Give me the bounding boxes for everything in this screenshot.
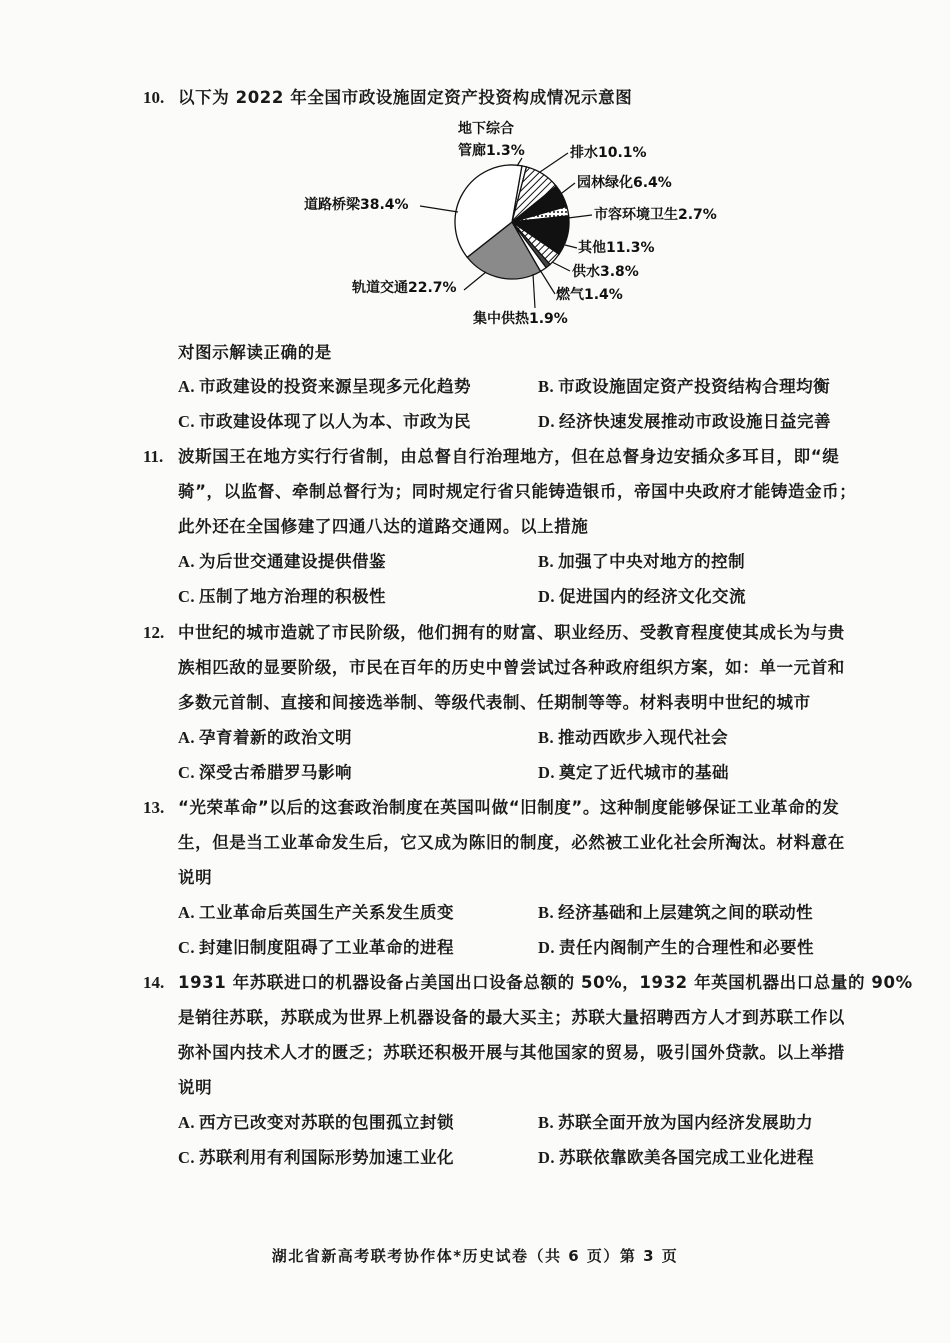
slice-label: 供水3.8% [572,264,639,280]
option-text: 经济基础和上层建筑之间的联动性 [558,903,814,922]
option-text: 市政设施固定资产投资结构合理均衡 [558,377,831,396]
option-a[interactable] [178,551,386,573]
option-key: A. [178,728,196,747]
slice-label: 管廊1.3% [458,143,525,159]
leader-line [540,153,568,172]
option-text: 封建旧制度阻碍了工业革命的进程 [199,938,455,957]
option-text: 苏联全面开放为国内经济发展助力 [558,1113,814,1132]
option-key: C. [178,412,196,431]
option-text: 苏联利用有利国际形势加速工业化 [199,1148,455,1167]
leader-line [552,262,570,271]
option-key: D. [538,763,556,782]
page-footer: 湖北省新高考联考协作体*历史试卷（共 6 页）第 3 页 [271,1247,679,1265]
question-stem-line: 是销往苏联，苏联成为世界上机器设备的最大买主；苏联大量招聘西方人才到苏联工作以 [178,1008,845,1027]
question-stem-line: 弥补国内技术人才的匮乏；苏联还积极开展与其他国家的贸易，吸引国外贷款。以上举措 [178,1043,845,1062]
question-stem-line: 生，但是当工业革命发生后，它又成为陈旧的制度，必然被工业化社会所淘汰。材料意在 [178,833,845,852]
question-number: 10. [143,88,165,107]
leader-line [565,245,577,248]
option-text: 苏联依靠欧美各国完成工业化进程 [559,1148,815,1167]
option-a[interactable] [178,727,352,749]
option-b[interactable] [538,376,830,398]
option-text: 促进国内的经济文化交流 [559,587,747,606]
question-stem-line: 以下为 2022 年全国市政设施固定资产投资构成情况示意图 [178,88,633,107]
option-text: 加强了中央对地方的控制 [558,552,746,571]
option-key: B. [538,1113,555,1132]
option-text: 推动西欧步入现代社会 [558,728,729,747]
question-stem-line: 说明 [178,1078,213,1097]
option-key: A. [178,903,196,922]
slice-label: 园林绿化6.4% [577,175,672,191]
option-key: D. [538,938,556,957]
option-key: B. [538,552,555,571]
leader-line [558,183,575,196]
question-stem-line: 1931 年苏联进口的机器设备占美国出口设备总额的 50%，1932 年英国机器出口总量的 90% [178,973,913,992]
question-stem-line: 多数元首制、直接和间接选举制、等级代表制、任期制等等。材料表明中世纪的城市 [178,693,811,712]
option-d[interactable] [538,937,814,959]
slice-label: 地下综合 [458,121,514,137]
option-key: C. [178,1148,196,1167]
option-d[interactable] [538,1147,814,1169]
question-stem-line: 族相匹敌的显要阶级，市民在百年的历史中曾尝试过各种政府组织方案，如：单一元首和 [178,658,845,677]
leader-line [420,206,458,212]
option-c[interactable] [178,586,386,608]
slice-label: 排水10.1% [570,145,647,161]
pie-chart [0,110,950,330]
question-stem-line: “光荣革命”以后的这套政治制度在英国叫做“旧制度”。这种制度能够保证工业革命的发 [178,798,840,817]
option-key: B. [538,903,555,922]
question-prompt: 对图示解读正确的是 [178,343,332,362]
question-stem-line: 中世纪的城市造就了市民阶级，他们拥有的财富、职业经历、受教育程度使其成长为与贵 [178,623,845,642]
option-text: 为后世交通建设提供借鉴 [199,552,387,571]
option-text: 工业革命后英国生产关系发生质变 [199,903,455,922]
option-c[interactable] [178,411,471,433]
option-key: D. [538,587,556,606]
leader-line [517,158,522,166]
option-key: C. [178,763,196,782]
question-number: 14. [143,973,165,992]
option-b[interactable] [538,902,813,924]
question-stem-line: 骑”，以监督、牵制总督行为；同时规定行省只能铸造银币，帝国中央政府才能铸造金币； [178,482,857,501]
option-b[interactable] [538,551,745,573]
option-b[interactable] [538,1112,813,1134]
option-text: 经济快速发展推动市政设施日益完善 [559,412,832,431]
leader-line [533,274,535,308]
question-number: 13. [143,798,165,817]
option-text: 责任内阁制产生的合理性和必要性 [559,938,815,957]
option-text: 市政建设体现了以人为本、市政为民 [199,412,472,431]
option-a[interactable] [178,902,454,924]
slice-label: 轨道交通22.7% [352,280,457,296]
option-c[interactable] [178,937,454,959]
option-text: 西方已改变对苏联的包围孤立封锁 [199,1113,455,1132]
question-stem-line: 此外还在全国修建了四通八达的道路交通网。以上措施 [178,517,589,536]
question-stem-line: 说明 [178,868,213,887]
option-key: B. [538,728,555,747]
option-key: A. [178,552,196,571]
question-number: 12. [143,623,165,642]
leader-line [464,272,486,290]
option-key: D. [538,412,556,431]
option-c[interactable] [178,1147,454,1169]
option-d[interactable] [538,411,831,433]
slice-label: 燃气1.4% [556,287,623,303]
option-c[interactable] [178,762,352,784]
option-a[interactable] [178,376,471,398]
option-key: D. [538,1148,556,1167]
leader-line [568,215,592,218]
slice-label: 集中供热1.9% [473,311,568,327]
option-text: 奠定了近代城市的基础 [559,763,730,782]
option-key: A. [178,1113,196,1132]
option-text: 市政建设的投资来源呈现多元化趋势 [199,377,472,396]
option-d[interactable] [538,586,746,608]
option-b[interactable] [538,727,728,749]
option-key: A. [178,377,196,396]
slice-label: 市容环境卫生2.7% [594,207,717,223]
option-text: 压制了地方治理的积极性 [199,587,387,606]
option-key: C. [178,587,196,606]
option-text: 孕育着新的政治文明 [199,728,353,747]
question-number: 11. [143,447,164,466]
option-d[interactable] [538,762,729,784]
leader-line [540,270,555,294]
slice-label: 道路桥梁38.4% [304,197,409,213]
option-text: 深受古希腊罗马影响 [199,763,353,782]
question-stem-line: 波斯国王在地方实行行省制，由总督自行治理地方，但在总督身边安插众多耳目，即“缇 [178,447,840,466]
option-key: B. [538,377,555,396]
slice-label: 其他11.3% [578,240,655,256]
option-key: C. [178,938,196,957]
option-a[interactable] [178,1112,454,1134]
